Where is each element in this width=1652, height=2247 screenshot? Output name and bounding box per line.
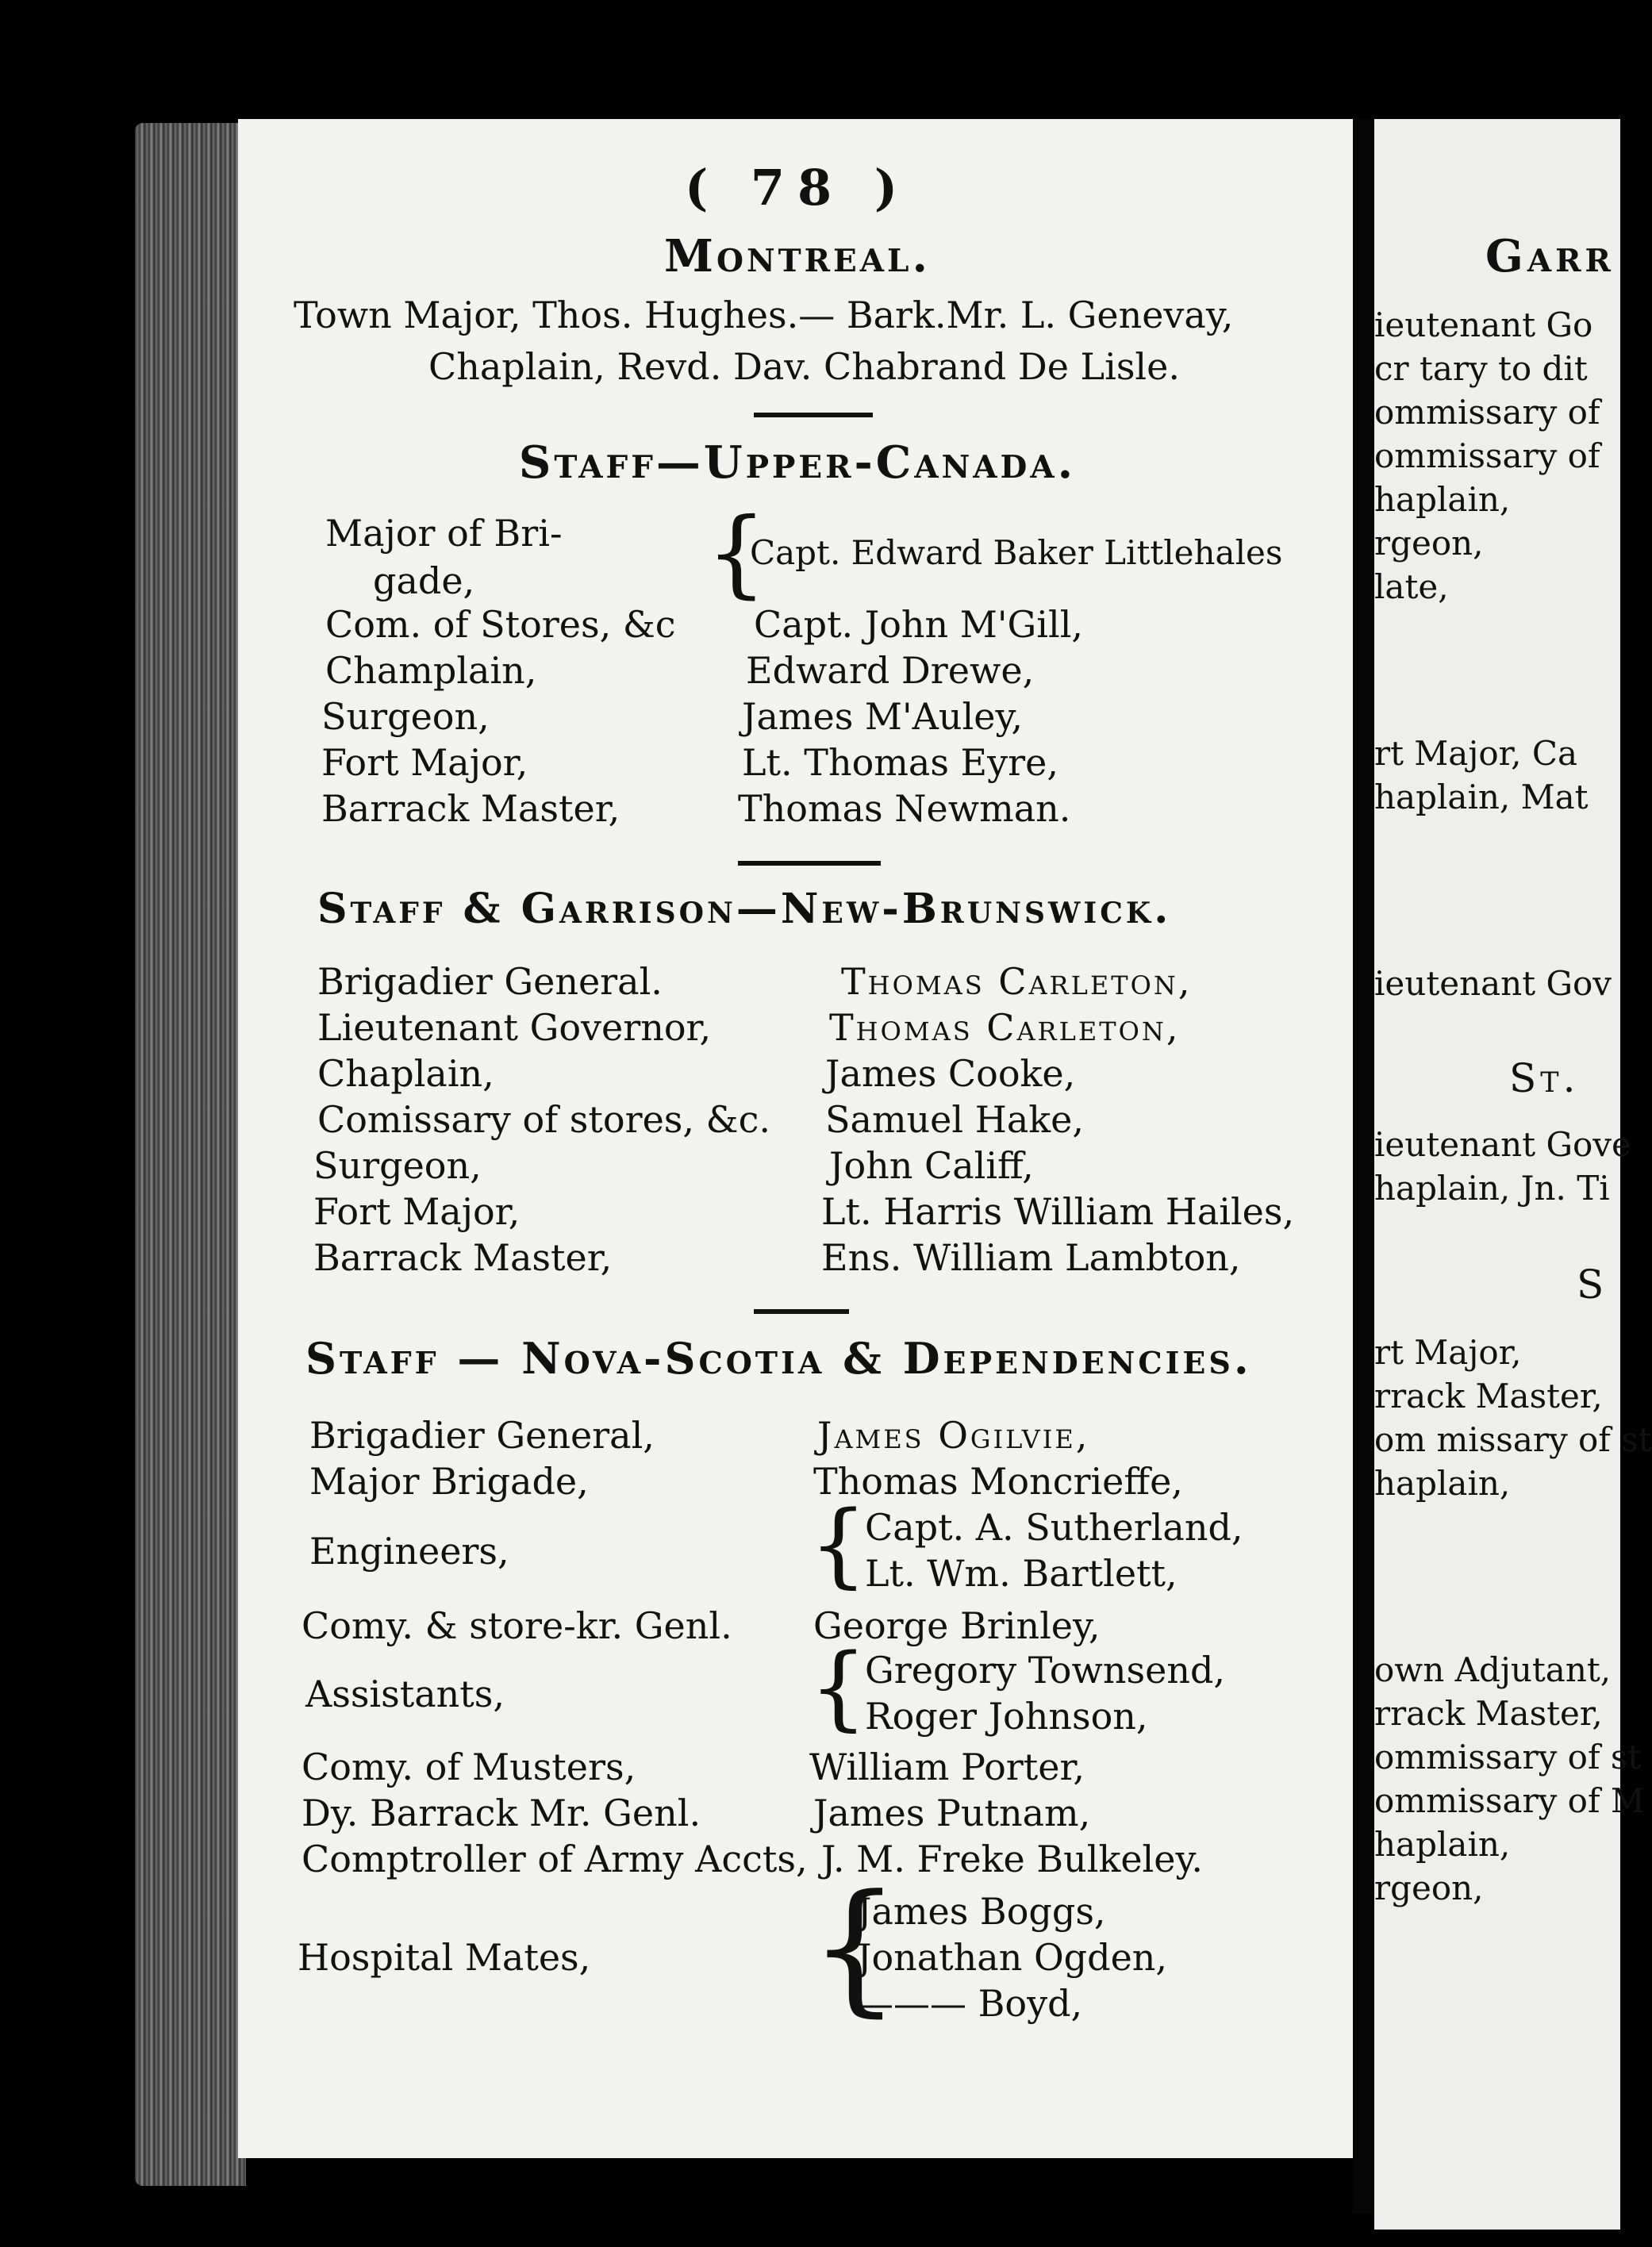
nova-scotia-heading: Staff — Nova-Scotia & Dependencies.: [305, 1333, 1252, 1384]
brace-icon: {: [809, 1865, 901, 2030]
main-page: [238, 119, 1357, 2158]
officer-name: Lt. Harris William Hailes,: [821, 1190, 1295, 1233]
office-label: Chaplain,: [317, 1052, 494, 1095]
office-label: Surgeon,: [313, 1144, 482, 1187]
officer-name: Jonathan Ogden,: [857, 1936, 1168, 1979]
officer-name: Samuel Hake,: [825, 1098, 1084, 1141]
officer-name: James Putnam,: [813, 1792, 1091, 1834]
officer-name: Thomas Carleton,: [829, 1006, 1181, 1049]
officer-name: George Brinley,: [813, 1604, 1101, 1647]
office-label: Com. of Stores, &c: [325, 603, 676, 646]
montreal-line-2: Chaplain, Revd. Dav. Chabrand De Lisle.: [428, 345, 1180, 388]
book-gutter: [1353, 119, 1375, 2214]
facing-line: own Adjutant,: [1374, 1650, 1612, 1689]
office-label: Barrack Master,: [321, 787, 620, 830]
page-number: ( 78 ): [684, 159, 911, 217]
office-label: Comy. & store-kr. Genl.: [302, 1604, 732, 1647]
facing-line: ommissary of: [1374, 436, 1600, 475]
officer-name: James Cooke,: [825, 1052, 1076, 1095]
facing-line: ommissary of: [1374, 393, 1600, 432]
facing-heading: S: [1577, 1262, 1608, 1308]
office-label: Major Brigade,: [309, 1460, 589, 1503]
facing-line: rt Major,: [1374, 1333, 1522, 1372]
montreal-line-1: Town Major, Thos. Hughes.— Bark.Mr. L. Genevay,: [294, 294, 1234, 336]
office-label: Assistants,: [305, 1673, 505, 1715]
facing-line: rgeon,: [1374, 524, 1484, 563]
officer-name: Lt. Thomas Eyre,: [742, 741, 1058, 784]
facing-heading: St.: [1509, 1055, 1580, 1101]
officer-name: Thomas Moncrieffe,: [813, 1460, 1183, 1503]
facing-line: ieutenant Go: [1374, 305, 1593, 344]
officer-name: William Porter,: [809, 1746, 1085, 1788]
facing-line: haplain,: [1374, 1464, 1511, 1503]
facing-line: ommissary of M: [1374, 1781, 1645, 1820]
brace-icon: {: [706, 498, 767, 609]
officer-name: J. M. Freke Bulkeley.: [821, 1838, 1203, 1880]
montreal-heading: Montreal.: [664, 230, 931, 282]
office-label: Comy. of Musters,: [302, 1746, 636, 1788]
facing-page: [1374, 119, 1652, 2230]
facing-line: om missary of st: [1374, 1420, 1652, 1459]
officer-name: Capt. John M'Gill,: [754, 603, 1084, 646]
office-label: Champlain,: [325, 649, 537, 692]
office-label: Fort Major,: [321, 741, 528, 784]
facing-line: haplain,: [1374, 480, 1511, 519]
facing-line: ieutenant Gove: [1374, 1125, 1631, 1164]
officer-name: Capt. Edward Baker Littlehales: [750, 533, 1283, 572]
facing-line: ommissary of st: [1374, 1738, 1642, 1776]
office-label: Barrack Master,: [313, 1236, 613, 1279]
office-label: Lieutenant Governor,: [317, 1006, 712, 1049]
officer-name: James M'Auley,: [742, 695, 1023, 738]
officer-name: Capt. A. Sutherland,: [865, 1506, 1243, 1549]
facing-line: rt Major, Ca: [1374, 734, 1577, 773]
brace-icon: {: [809, 1634, 868, 1741]
office-label: Hospital Mates,: [298, 1936, 591, 1979]
officer-name: Lt. Wm. Bartlett,: [865, 1552, 1178, 1595]
officer-name: Thomas Newman.: [738, 787, 1071, 830]
brace-icon: {: [809, 1492, 868, 1598]
officer-name: James Ogilvie,: [817, 1414, 1090, 1457]
section-divider: [738, 861, 881, 866]
office-label: Brigadier General.: [317, 960, 663, 1003]
officer-name: ——— Boyd,: [857, 1982, 1083, 2025]
section-divider: [754, 413, 873, 417]
facing-line: rrack Master,: [1374, 1377, 1603, 1415]
officer-name: Thomas Carleton,: [841, 960, 1193, 1003]
facing-line: rgeon,: [1374, 1869, 1484, 1907]
officer-name: Gregory Townsend,: [865, 1649, 1226, 1692]
facing-heading: Garr: [1485, 230, 1615, 282]
office-label: gade,: [373, 559, 475, 602]
officer-name: Roger Johnson,: [865, 1695, 1148, 1738]
page-edge: [135, 123, 246, 2186]
office-label: Brigadier General,: [309, 1414, 655, 1457]
officer-name: Edward Drewe,: [746, 649, 1035, 692]
facing-line: late,: [1374, 567, 1449, 606]
facing-line: ieutenant Gov: [1374, 964, 1612, 1003]
officer-name: John Califf,: [829, 1144, 1034, 1187]
office-label: Dy. Barrack Mr. Genl.: [302, 1792, 701, 1834]
officer-name: Ens. William Lambton,: [821, 1236, 1241, 1279]
officer-name: James Boggs,: [857, 1890, 1106, 1933]
new-brunswick-heading: Staff & Garrison—New-Brunswick.: [317, 885, 1172, 933]
facing-line: haplain, Mat: [1374, 778, 1589, 816]
facing-line: cr tary to dit: [1374, 349, 1588, 388]
office-label: Surgeon,: [321, 695, 490, 738]
section-divider: [754, 1309, 849, 1314]
office-label: Fort Major,: [313, 1190, 521, 1233]
facing-line: rrack Master,: [1374, 1694, 1603, 1733]
office-label: Comissary of stores, &c.: [317, 1098, 770, 1141]
office-label: Engineers,: [309, 1530, 509, 1573]
office-label: Comptroller of Army Accts,: [302, 1838, 808, 1880]
office-label: Major of Bri-: [325, 512, 563, 555]
facing-line: haplain, Jn. Ti: [1374, 1169, 1610, 1208]
upper-canada-heading: Staff—Upper-Canada.: [518, 436, 1077, 489]
facing-line: haplain,: [1374, 1825, 1511, 1864]
